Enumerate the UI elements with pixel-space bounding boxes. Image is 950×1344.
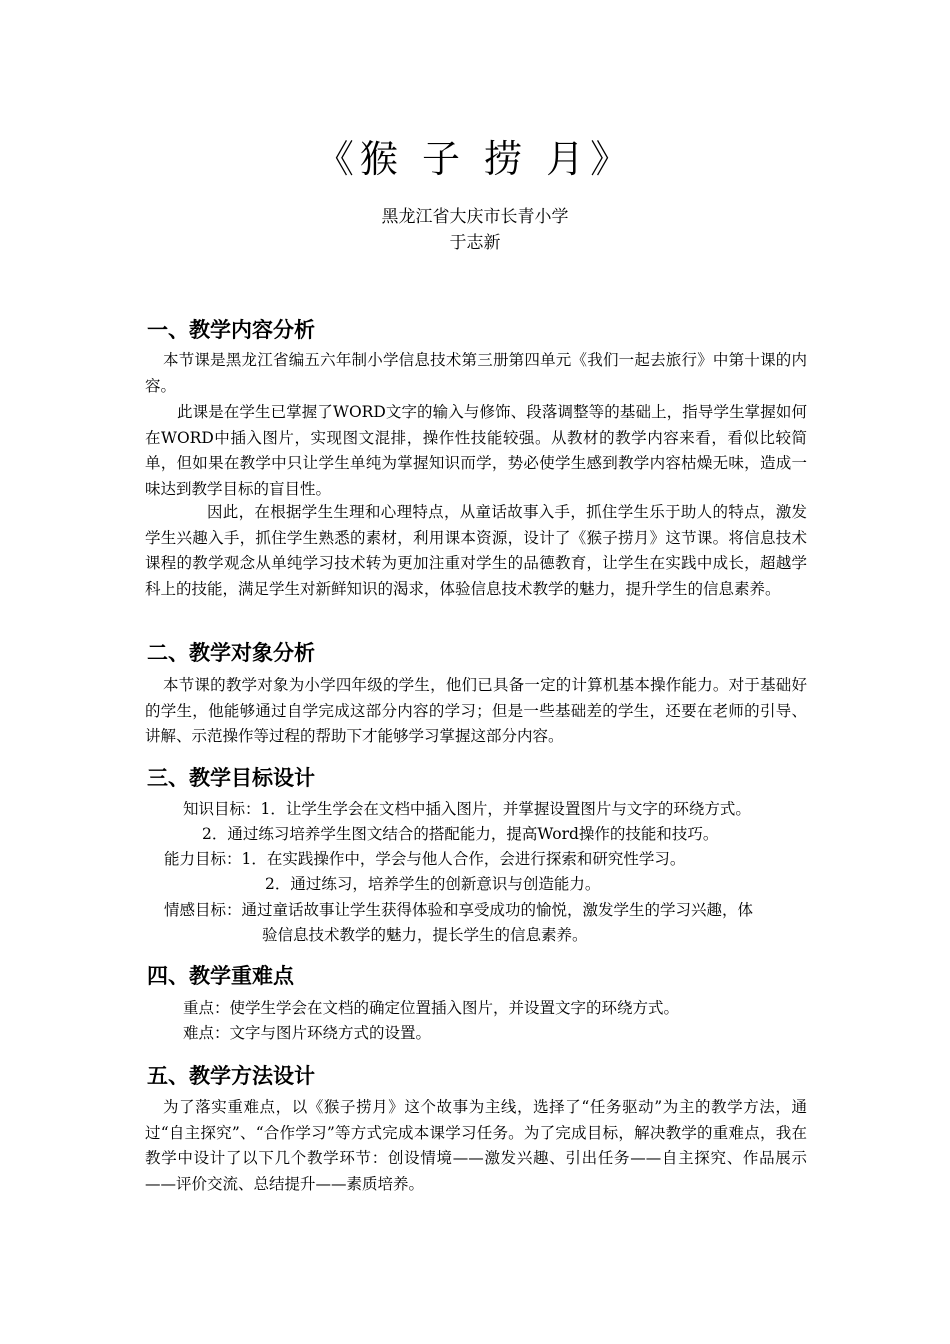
goal-emotion-1: 情感目标：通过童话故事让学生获得体验和享受成功的愉悦，激发学生的学习兴趣，体 (164, 901, 754, 919)
author-school: 黑龙江省大庆市长青小学 (381, 207, 569, 227)
key-point: 重点：使学生学会在文档的确定位置插入图片，并设置文字的环绕方式。 (183, 999, 680, 1017)
section-heading-5: 五、教学方法设计 (147, 1064, 315, 1088)
section-heading-3: 三、教学目标设计 (147, 766, 315, 790)
goal-ability-1: 能力目标：1．在实践操作中，学会与他人合作，会进行探索和研究性学习。 (164, 850, 686, 868)
section-1-paragraph-3: 因此，在根据学生生理和心理特点，从童话故事入手，抓住学生乐于助人的特点，激发学生兴趣入手，抓住学生熟悉的素材，利用课本资源，设计了《猴子捞月》这节课。将信息技术课程的教学观念从单纯学习技术转为更加注重对学生的品德教育，让学生在实践中成长，超越学科上的技能，满足学生对新鲜知识的渴求，体验信息技术教学的魅力，提升学生的信息素养。 (145, 503, 807, 598)
author-name: 于志新 (449, 233, 501, 253)
document-title: 《猴 子 捞 月》 (315, 137, 635, 181)
section-2-paragraph-1: 本节课的教学对象为小学四年级的学生，他们已具备一定的计算机基本操作能力。对于基础好的学生，他能够通过自学完成这部分内容的学习；但是一些基础差的学生，还要在老师的引导、讲解、示范操作等过程的帮助下才能够学习掌握这部分内容。 (145, 676, 807, 745)
goal-knowledge-1: 知识目标：1．让学生学会在文档中插入图片，并掌握设置图片与文字的环绕方式。 (183, 800, 751, 818)
section-1-paragraph-2: 此课是在学生已掌握了WORD文字的输入与修饰、段落调整等的基础上，指导学生掌握如何在WORD中插入图片，实现图文混排，操作性技能较强。从教材的教学内容来看，看似比较简单，但如果在教学中只让学生单纯为掌握知识而学，势必使学生感到教学内容枯燥无味，造成一味达到教学目标的盲目性。 (145, 403, 807, 498)
section-heading-1: 一、教学内容分析 (147, 318, 315, 342)
goal-emotion-2: 验信息技术教学的魅力，提长学生的信息素养。 (262, 926, 588, 944)
section-5-paragraph-1: 为了落实重难点，以《猴子捞月》这个故事为主线，选择了“任务驱动”为主的教学方法，通过“自主探究”、“合作学习”等方式完成本课学习任务。为了完成目标，解决教学的重难点，我在教学中设计了以下几个教学环节：创设情境——激发兴趣、引出任务——自主探究、作品展示——评价交流、总结提升——素质培养。 (145, 1098, 807, 1193)
difficult-point: 难点：文字与图片环绕方式的设置。 (183, 1024, 432, 1042)
section-heading-2: 二、教学对象分析 (147, 641, 315, 665)
section-1-paragraph-1: 本节课是黑龙江省编五六年制小学信息技术第三册第四单元《我们一起去旅行》中第十课的内容。 (145, 351, 807, 395)
section-heading-4: 四、教学重难点 (147, 964, 294, 988)
goal-ability-2: 2．通过练习，培养学生的创新意识与创造能力。 (265, 875, 601, 893)
goal-knowledge-2: 2．通过练习培养学生图文结合的搭配能力，提高Word操作的技能和技巧。 (202, 825, 719, 843)
